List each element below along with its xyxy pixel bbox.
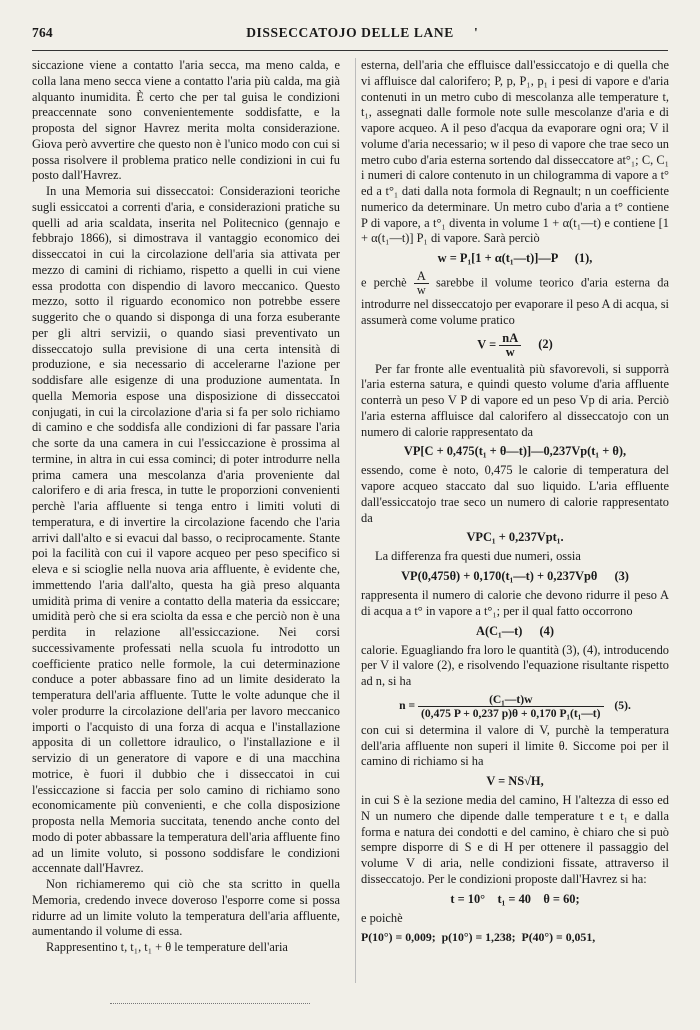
right-paragraph-5: La differenza fra questi due numeri, ossia [375, 549, 581, 564]
right-paragraph-9: in cui S è la sezione media del camino, H l'altezza di esso ed N un numero che dipende dalle temperature t e t₁ e dalla forma e natura dei condotti e del camino, è chiaro che si può sempre disporre di S e di H per ottenere il passaggio del volume V di aria, nelle condizioni fissate, attraverso il disseccatojo. Per le condizioni proposte dall'Havrez si ha: [361, 793, 669, 886]
fraction-n-denominator: (0,475 P + 0,237 p)θ + 0,170 P₁(t₁—t) [421, 706, 601, 720]
footer-marks [110, 995, 310, 1004]
header-rule [32, 50, 668, 51]
fraction-a-over-w-denominator: w [416, 283, 426, 297]
equation-1-body: w = P₁[1 + α(t₁—t)]—P [437, 251, 558, 265]
equation-1 [361, 250, 669, 267]
running-title: DISSECCATOJO DELLE LANE [246, 25, 454, 40]
column-divider [355, 58, 356, 983]
fraction-n [418, 693, 604, 720]
right-paragraph-7: calorie. Eguagliando fra loro le quantità (3), (4), introducendo per V il valore (2), e risolvendo l'equazione risultante rispetto ad n, si ha [361, 642, 669, 688]
equation-4-body: A(C₁—t) [476, 623, 523, 638]
fraction-na-over-w-denominator: w [505, 344, 515, 359]
equation-4 [361, 623, 669, 640]
left-column [32, 58, 340, 956]
header-mark: ' [474, 25, 478, 40]
fraction-a-over-w-numerator: A [414, 270, 429, 284]
right-paragraph-8: con cui si determina il valore di V, purchè la temperatura dell'aria affluente non superi il limite θ. Siccome poi per il camino di richiamo si ha [361, 722, 669, 769]
equation-5-left: n = [399, 698, 416, 712]
fraction-na-over-w-numerator: nA [499, 332, 521, 346]
right-paragraph-2-end: sarebbe il volume teorico d'aria esterna da introdurre nel disseccatojo per evaporare il peso A di acqua, si assumerà come volume pratico [361, 275, 669, 327]
fraction-na-over-w [499, 332, 521, 359]
right-paragraph-2-start: e perchè [361, 275, 407, 290]
equation-heat-out-body: VPC₁ + 0,237Vpt₁. [466, 530, 564, 545]
page-header [32, 22, 668, 44]
equation-3-body: VP(0,475θ) + 0,170(t₁—t) + 0,237Vpθ [401, 569, 598, 583]
right-paragraph-2 [361, 270, 669, 329]
equation-1-number: (1), [574, 251, 593, 265]
equation-3 [361, 568, 669, 585]
equation-chimney-body: V = NS√H, [486, 774, 544, 788]
left-paragraph-4: Rappresentino t, t₁, t₁ + θ le temperature dell'aria [46, 940, 288, 954]
right-paragraph-10: e poichè [361, 910, 403, 925]
left-paragraph-3: Non richiameremo qui ciò che sta scritto in quella Memoria, credendo invece doveroso l'esporre come si possa ridurre ad un limite voluto la temperatura dell'aria affluente, aumentando il volume di essa. [32, 877, 340, 939]
equation-3-number: (3) [614, 569, 629, 583]
fraction-a-over-w [414, 270, 429, 297]
equation-heat-in-body: VP[C + 0,475(t₁ + θ—t)]—0,237Vp(t₁ + θ), [403, 444, 627, 459]
equation-2 [361, 332, 669, 359]
equation-heat-in [361, 443, 669, 460]
right-paragraph-4: essendo, come è noto, 0,475 le calorie di temperatura del vapore acqueo staccato dal suo liquido. L'aria effluente dall'essiccatojo trae seco un numero di calorie rappresentato da [361, 463, 669, 525]
fraction-n-numerator: (C₁—t)w [418, 693, 604, 707]
left-paragraph-2: In una Memoria sui disseccatoi: Considerazioni teoriche sugli essiccatoi a correnti d'aria, e considerazioni pratiche su quelli ad aria scaldata, inserita nel Politecnico (gennajo e febbrajo 1866), si dimostrava il vantaggio economico dei disseccatoi in cui la circolazione dell'aria sia attivata per mezzo di camini di richiamo, rispetto a quelli in cui viene essa prodotta con dispendio di lavoro meccanico. Questo mezzo, sotto il riguardo economico non potrebbe essere suggerito che o quando si disponga di una forza esuberante per gli altri servizii, o quando siasi preventivato un disseccatojo sulla previsione di una certa intensità di produzione, e sia necessario di accelerarne l'azione per soddisfare alle esigenze di una produzione aumentata. In quella Memoria espose una disposizione di disseccatoi conjugati, in cui la circolazione d'aria si fa per solo richiamo di camino e che soddisfa alle condizioni di far passare l'aria che sorte da una camera in cui l'essiccazione è prossima al termine, in altra in cui essa cominci; di poter introdurre nella prima camera una mescolanza d'aria proveniente dal calorifero e di aria fresca, in tutte le proporzioni convenienti perchè l'aria affluente si tenga entro i limiti voluti di temperatura, e di invertire la circolazione facendo che l'aria arrivi dall'alto e si evacui dal basso, o reciprocamente. Stante poi la facilità con cui il vapore acqueo per peso specifico si eleva e si scioglie nella nuova aria affluente, è evidente che, immettendo l'aria dall'alto, questa ha già preso alquanta umidità prima di venire a contatto della materia da essiccare; umidità però che si era sciolta da essa e che perciò non è una perdita in relazione all'essiccazione. Nei corsi successivamente professati nella scuola fu introdotto un coefficiente pratico nelle formole, la cui determinazione conduce a poter abbassare fino ad un limite desiderato la temperatura dell'aria affluente. Tutte le volte adunque che il voler produrre la circolazione dell'aria per lavoro meccanico importi o l'acquisto di una forza di acqua e l'installazione apposita di un collettore idraulico, o l'installazione e il servizio di un generatore di vapore e di una macchina motrice, è fuori il dubbio che i disseccatoi in cui l'essiccazione si faccia per solo camino di richiamo sono economicamente più convenienti, e che colla disposizione proposta nella Memoria succitata, tenendo anche conto del modo di poter abbassare la temperatura dell'aria affluente fino ad un limite voluto, si possono soddisfare le condizioni accennate dall'Havrez. [32, 184, 340, 876]
right-paragraph-3: Per far fronte alle eventualità più sfavorevoli, si supporrà l'aria esterna satura, e quindi questo volume d'aria affluente conterrà un peso V P di vapore ed un peso Vp di aria. Perciò l'aria esterna affluisce dal calorifero al disseccatojo con un numero di calorie rappresentato da [361, 361, 669, 439]
equation-chimney [361, 773, 669, 790]
equation-5-number: (5). [614, 698, 631, 712]
left-paragraph-1: siccazione viene a contatto l'aria secca, ma meno calda, e colla lana meno secca viene a contatto l'aria più calda, ma già alquanto inumidita. È certo che per tal guisa le condizioni preaccennate sono convenientemente soddisfatte, e la proposta del signor Havrez merita molta considerazione. Giova però avvertire che questo non è l'unico modo con cui si possa risolvere il problema pratico nelle condizioni in cui fu posto dall'Havrez. [32, 58, 340, 183]
equation-4-number: (4) [539, 623, 554, 638]
equation-values [361, 929, 669, 946]
equation-conditions-body: t = 10° t₁ = 40 θ = 60; [450, 891, 580, 906]
equation-values-body: P(10°) = 0,009; p(10°) = 1,238; P(40°) = 0,051, [361, 930, 596, 945]
right-column [361, 58, 669, 949]
right-paragraph-6: rappresenta il numero di calorie che devono ridurre il peso A di acqua a t° in vapore a t°₁; per il qual fatto occorrono [361, 588, 669, 618]
equation-2-number: (2) [538, 336, 553, 351]
equation-heat-out [361, 529, 669, 546]
page-number: 764 [32, 25, 53, 40]
equation-2-left: V = [477, 336, 497, 351]
equation-5 [361, 693, 669, 720]
equation-conditions [361, 891, 669, 908]
right-paragraph-1: esterna, dell'aria che effluisce dall'essiccatojo e di quella che vi affluisce dal calorifero; P, p, P₁, p₁ i pesi di vapore e d'aria contenuti in un metro cubo di mescolanza alle temperature t, t₁, assegnati dalle formole note sulle mescolanze d'aria e di vapore acqueo. A il peso d'acqua da evaporare ogni ora; V il volume d'aria necessario; w il peso di vapore che trae seco un metro cubo d'aria esterna sortendo dal disseccatore at°₁; C, C₁ i numeri di calore contenuto in un chilogramma di vapore a t° ed a t°₁ dati dalla nota formola di Regnault; n un coefficiente numerico da determinare. Un metro cubo d'aria a t° contiene P di vapore, a t°₁ diventa in volume 1 + α(t₁—t) e contiene [1 + α(t₁—t)] P₁ di vapore. Sarà perciò [361, 58, 669, 246]
